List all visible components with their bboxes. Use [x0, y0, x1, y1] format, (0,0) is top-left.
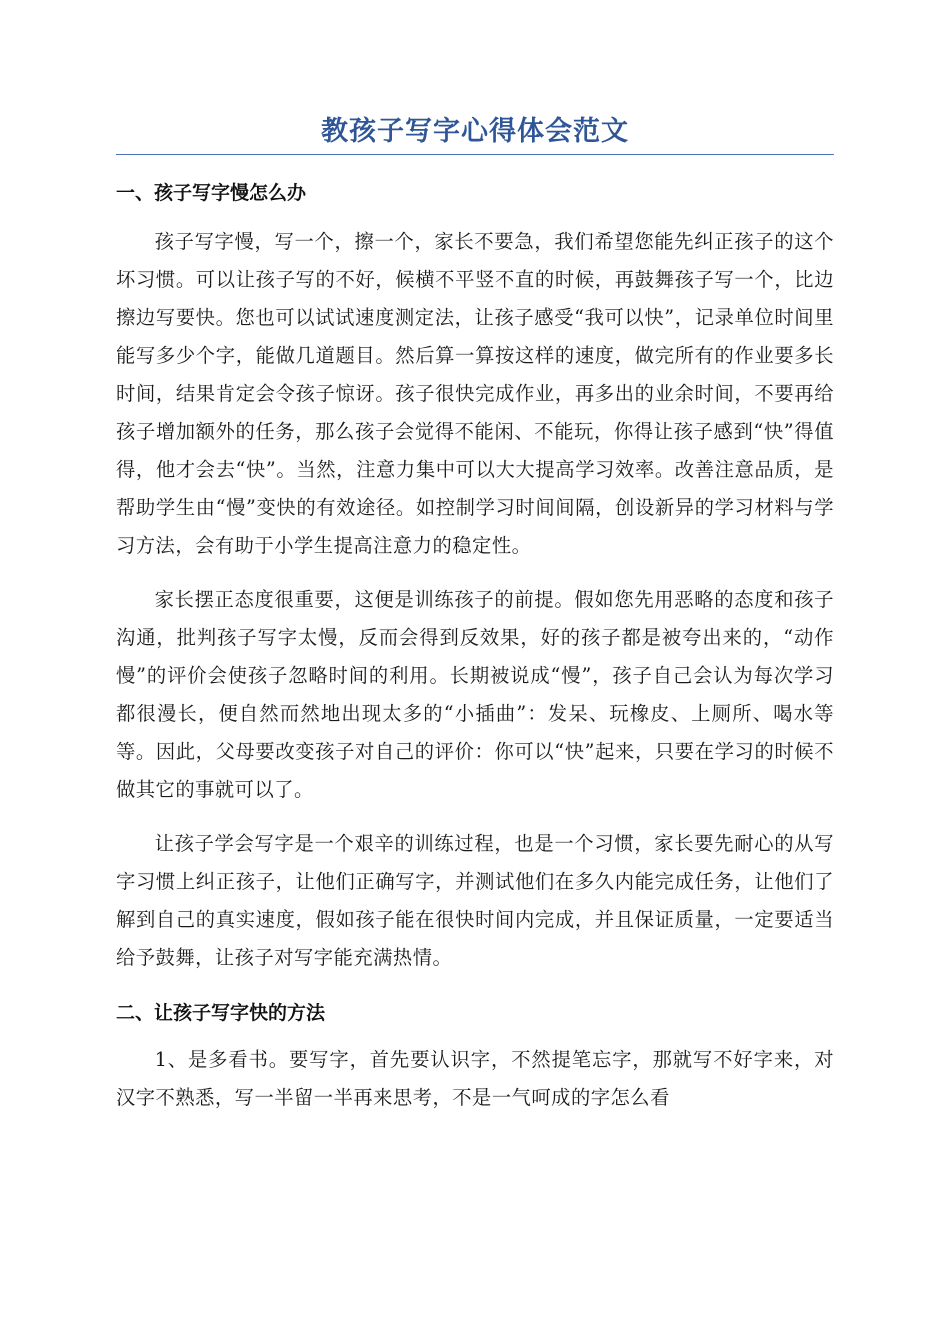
section-1-paragraph-2: 家长摆正态度很重要，这便是训练孩子的前提。假如您先用恶略的态度和孩子沟通，批判孩子写字太慢，反而会得到反效果，好的孩子都是被夸出来的，“动作慢”的评价会使孩子忽略时间的利用。长期被说成“慢”，孩子自己会认为每次学习都很漫长，便自然而然地出现太多的“小插曲”：发呆、玩橡皮、上厕所、喝水等等。因此，父母要改变孩子对自己的评价：你可以“快”起来，只要在学习的时候不做其它的事就可以了。 — [116, 588, 834, 801]
section-2-paragraph-1: 1、是多看书。要写字，首先要认识字，不然提笔忘字，那就写不好字来，对汉字不熟悉，写一半留一半再来思考，不是一气呵成的字怎么看 — [116, 1048, 834, 1109]
document-title: 教孩子写字心得体会范文 — [116, 112, 834, 155]
section-1-paragraph-1: 孩子写字慢，写一个，擦一个，家长不要急，我们希望您能先纠正孩子的这个坏习惯。可以让孩子写的不好，候横不平竖不直的时候，再鼓舞孩子写一个，比边擦边写要快。您也可以试试速度测定法，让孩子感受“我可以快”，记录单位时间里能写多少个字，能做几道题目。然后算一算按这样的速度，做完所有的作业要多长时间，结果肯定会令孩子惊讶。孩子很快完成作业，再多出的业余时间，不要再给孩子增加额外的任务，那么孩子会觉得不能闲、不能玩，你得让孩子感到“快”得值得，他才会去“快”。当然，注意力集中可以大大提高学习效率。改善注意品质，是帮助学生由“慢”变快的有效途径。如控制学习时间间隔，创设新异的学习材料与学习方法，会有助于小学生提高注意力的稳定性。 — [116, 230, 834, 557]
section-heading-1: 一、孩子写字慢怎么办 — [116, 182, 307, 204]
document-page — [116, 112, 834, 1117]
section-heading-2: 二、让孩子写字快的方法 — [116, 1002, 326, 1024]
section-1-paragraph-3: 让孩子学会写字是一个艰辛的训练过程，也是一个习惯，家长要先耐心的从写字习惯上纠正孩子，让他们正确写字，并测试他们在多久内能完成任务，让他们了解到自己的真实速度，假如孩子能在很快时间内完成，并且保证质量，一定要适当给予鼓舞，让孩子对写字能充满热情。 — [116, 832, 834, 969]
